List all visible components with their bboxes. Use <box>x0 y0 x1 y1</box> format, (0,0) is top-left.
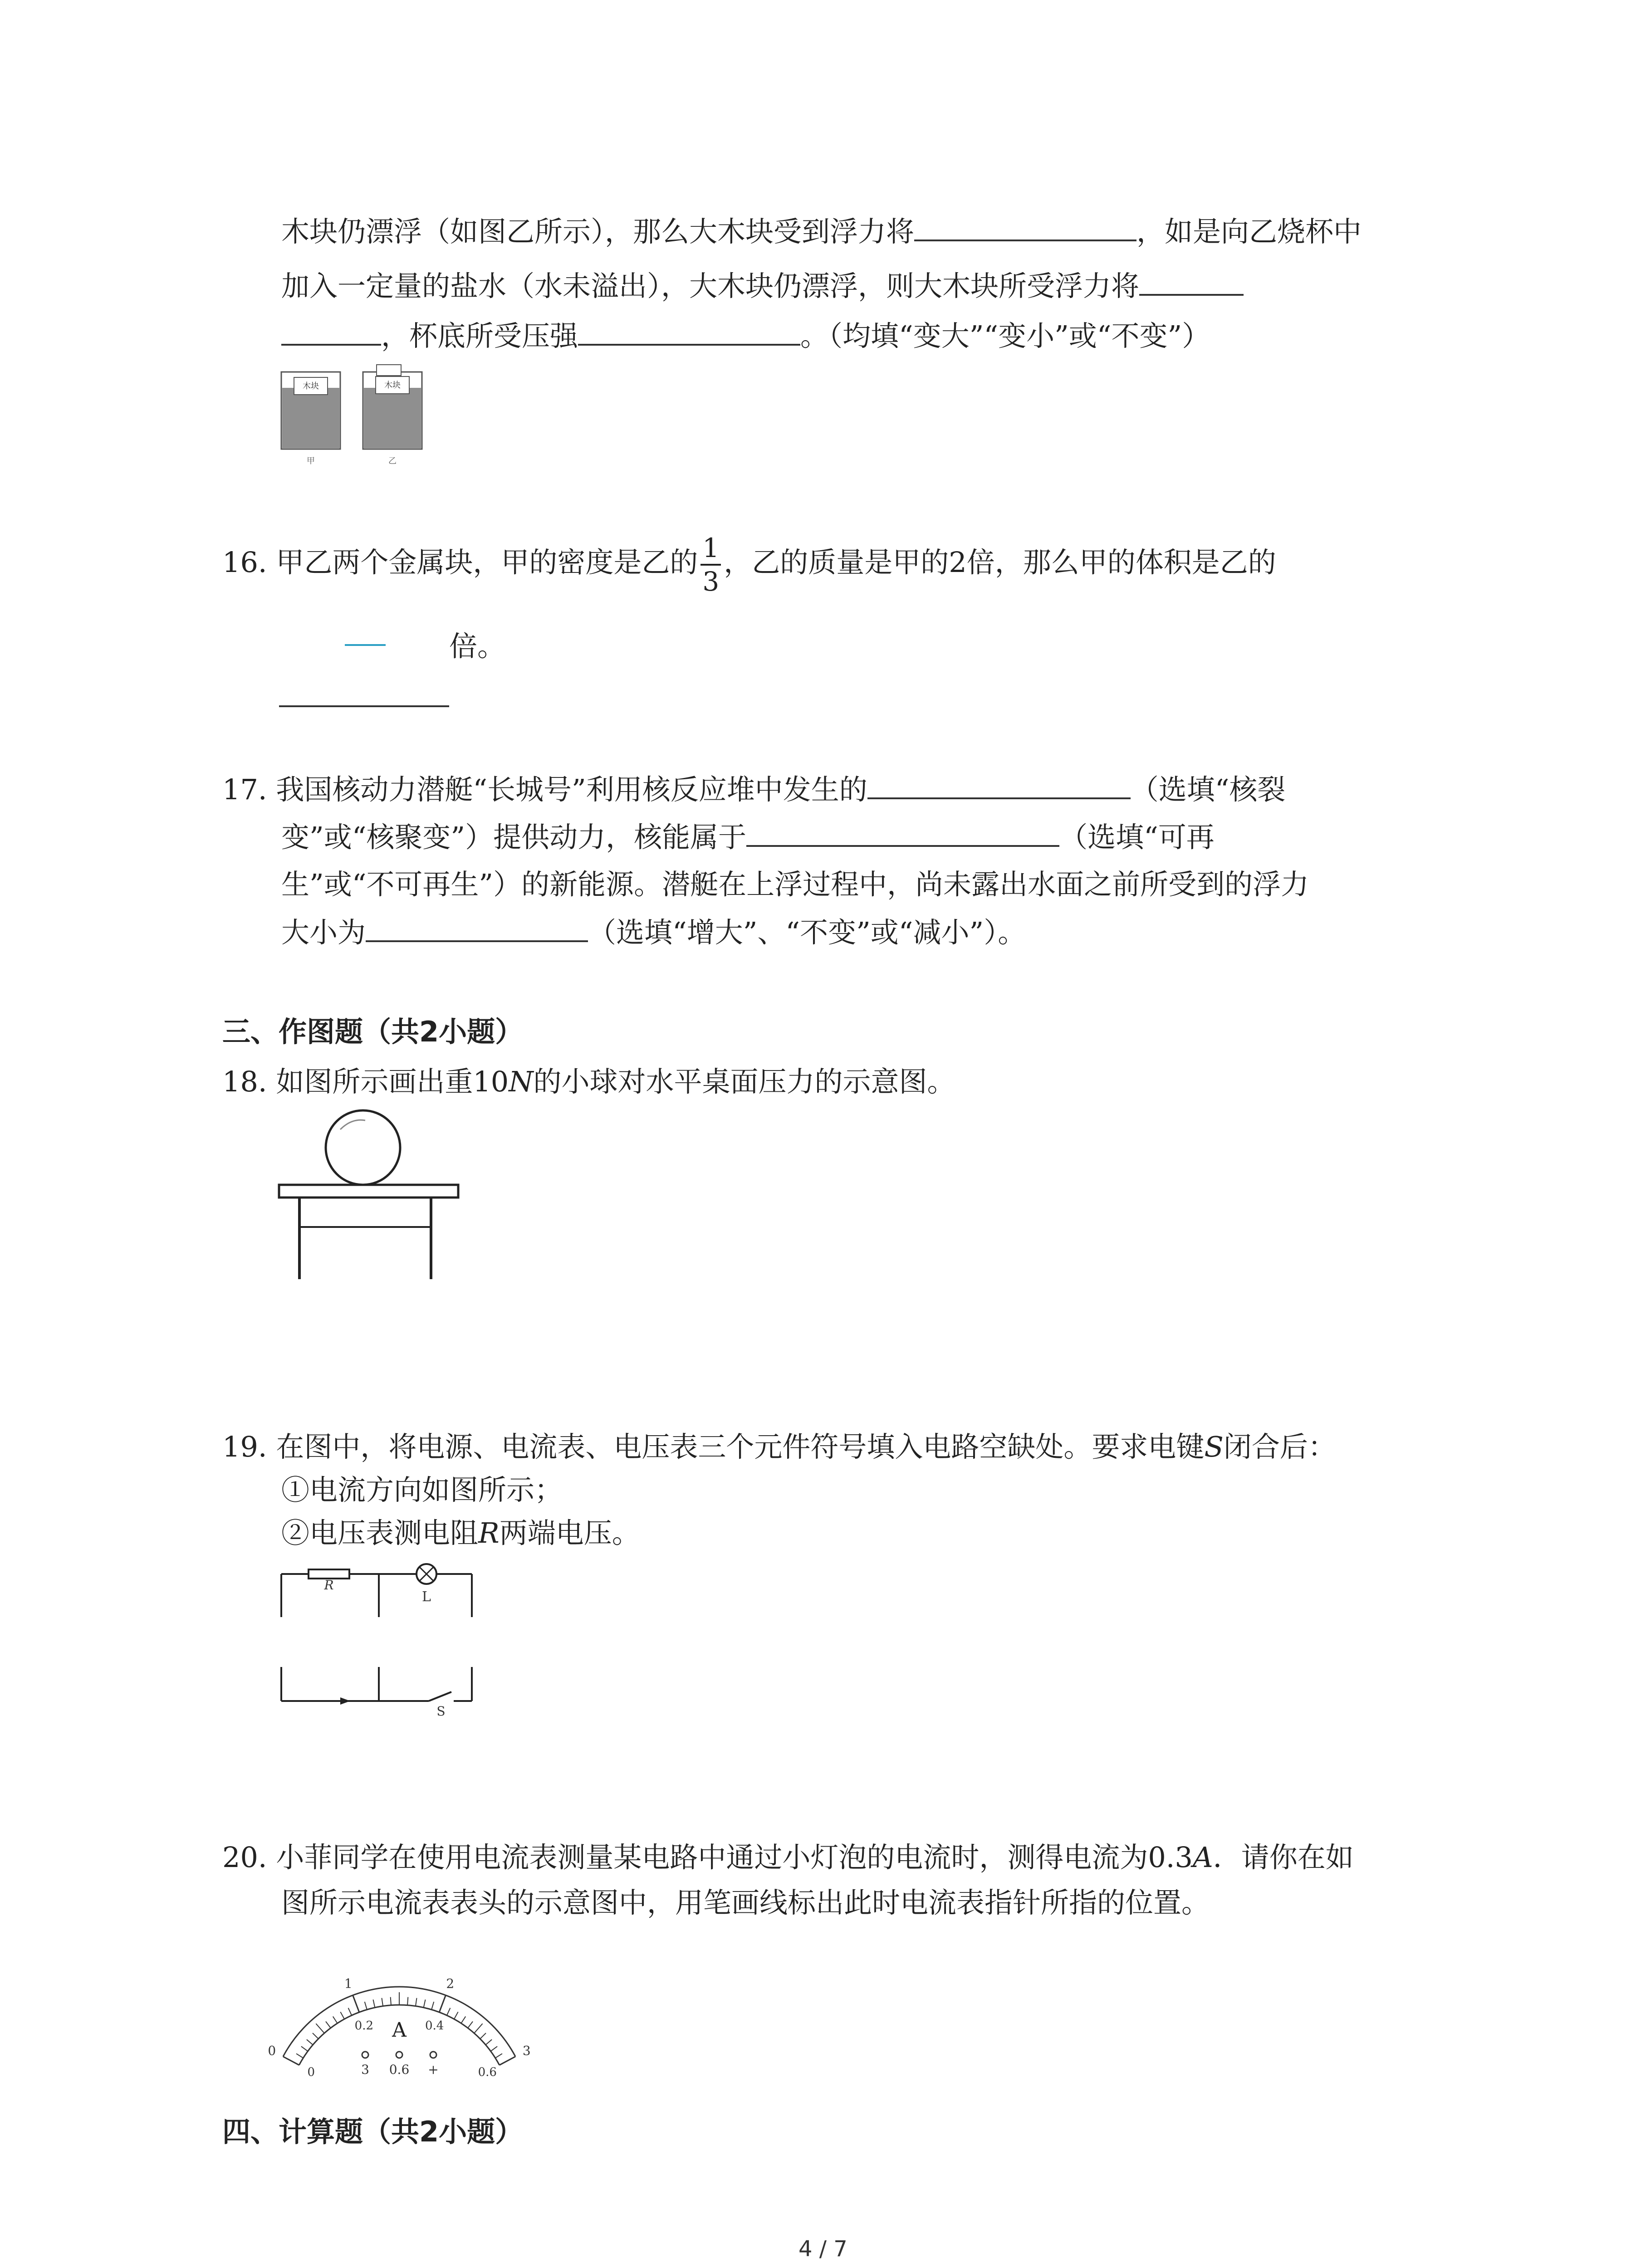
q20-line2: 图所示电流表表头的示意图中，用笔画线标出此时电流表指针所指的位置。 <box>281 1886 1210 1919</box>
q17-line2: 变”或“核聚变”）提供动力，核能属于 （选填“可再 <box>281 819 1215 855</box>
ammeter-tick <box>461 2016 465 2023</box>
ammeter-tick <box>500 2057 515 2065</box>
ammeter-tick <box>307 2039 313 2045</box>
ammeter-tick <box>301 2046 308 2051</box>
beaker-yi <box>363 365 422 466</box>
q17-line3: 生”或“不可再生”）的新能源。潜艇在上浮过程中，尚未露出水面之前所受到的浮力 <box>281 868 1309 901</box>
ammeter-tick <box>326 2022 331 2028</box>
q19-line2: ①电流方向如图所示； <box>281 1473 563 1506</box>
ammeter-tick <box>424 1999 426 2008</box>
ammeter-tick <box>485 2039 492 2045</box>
ammeter-tick <box>333 2016 338 2023</box>
ammeter-tick <box>416 1998 417 2006</box>
svg-text:0.6: 0.6 <box>389 2062 410 2077</box>
ball <box>326 1110 400 1185</box>
ammeter-tick <box>283 2057 299 2065</box>
ammeter-outer-label: 1 <box>344 1976 353 1991</box>
ammeter-tick <box>474 2024 482 2033</box>
q16-answer-dash <box>345 644 386 646</box>
svg-text:A: A <box>392 2019 407 2042</box>
ammeter-tick <box>431 2002 434 2009</box>
q15-beaker-figure <box>277 363 440 476</box>
q16-fraction: $\frac{1}{3}$ <box>700 535 721 595</box>
q20-number: 20. <box>222 1841 267 1874</box>
ammeter-tick <box>353 1995 359 2012</box>
q20-line1: 20. 小菲同学在使用电流表测量某电路中通过小灯泡的电流时，测得电流为0.3A．请你在如 <box>222 1841 1354 1874</box>
q18-ball-table-figure <box>272 1111 463 1284</box>
ammeter-outer-label: 2 <box>446 1976 455 1991</box>
q15-blank-1[interactable] <box>914 213 1136 241</box>
q17-blank-3[interactable] <box>366 914 588 942</box>
q15-blank-2[interactable] <box>1139 268 1244 296</box>
q15-blank-2-cont[interactable] <box>281 318 381 346</box>
svg-text:木块: 木块 <box>384 381 401 390</box>
svg-text:3: 3 <box>361 2062 369 2077</box>
ammeter-tick <box>316 2024 324 2033</box>
q17-line4: 大小为 （选填“增大”、“不变”或“减小”）。 <box>281 914 1026 951</box>
ammeter-tick <box>454 2012 458 2019</box>
ammeter-terminals <box>361 2052 439 2077</box>
q19-number: 19. <box>222 1430 267 1463</box>
svg-text:+: + <box>428 2062 439 2077</box>
ammeter-tick <box>468 2022 473 2028</box>
ammeter-tick <box>439 1995 446 2012</box>
section4-title: 四、计算题（共2小题） <box>222 2115 524 2148</box>
q19-line1: 19. 在图中，将电源、电流表、电压表三个元件符号填入电路空缺处。要求电键S闭合后： <box>222 1430 1336 1463</box>
q16-number: 16. <box>222 546 267 579</box>
ammeter-outer-label: 0 <box>268 2043 276 2058</box>
ammeter-tick <box>373 1999 375 2008</box>
ammeter-inner-label: 0.6 <box>478 2065 497 2079</box>
svg-text:R: R <box>324 1578 334 1593</box>
ammeter-outer-label: 3 <box>522 2043 531 2058</box>
ammeter-tick <box>491 2046 498 2051</box>
q19-line3: ②电压表测电阻R两端电压。 <box>281 1516 640 1549</box>
q15-line3: ，杯底所受压强 。（均填“变大”“变小”或“不变”） <box>281 318 1210 354</box>
q17-line1: 17. 我国核动力潜艇“长城号”利用核反应堆中发生的 （选填“核裂 <box>222 771 1285 808</box>
lamp-l <box>416 1564 436 1584</box>
q20-ammeter-figure[interactable] <box>268 1928 531 2091</box>
ammeter-inner-label: 0 <box>307 2065 315 2079</box>
q18-number: 18. <box>222 1065 267 1098</box>
q16-answer-suffix: 倍。 <box>449 630 506 663</box>
q15-blank-3[interactable] <box>578 318 800 346</box>
q19-circuit-figure <box>272 1556 481 1719</box>
ammeter-inner-label: 0.2 <box>354 2019 374 2033</box>
beaker-jia <box>281 372 340 466</box>
ammeter-tick <box>480 2033 486 2039</box>
q17-blank-1[interactable] <box>867 771 1131 799</box>
resistor-r <box>309 1569 349 1579</box>
q18-line1: 18. 如图所示画出重10N的小球对水平桌面压力的示意图。 <box>222 1065 955 1098</box>
svg-text:L: L <box>422 1589 431 1605</box>
q16-answer-blank[interactable] <box>279 705 449 707</box>
ammeter-tick <box>340 2012 344 2019</box>
current-direction-arrow <box>340 1697 350 1705</box>
ammeter-inner-label: 0.4 <box>425 2019 444 2033</box>
ammeter-tick <box>382 1998 383 2006</box>
ammeter-tick <box>495 2053 502 2058</box>
table-top <box>279 1185 458 1198</box>
section3-title: 三、作图题（共2小题） <box>222 1015 524 1048</box>
ammeter-tick <box>447 2008 451 2015</box>
q16-line1: 16. 甲乙两个金属块，甲的密度是乙的 $\frac{1}{3}$ ，乙的质量是甲的2倍，那么甲的体积是乙的 <box>222 532 1276 597</box>
svg-text:S: S <box>436 1704 446 1719</box>
q17-number: 17. <box>222 773 267 806</box>
ammeter-tick <box>348 2008 352 2015</box>
ammeter-tick <box>365 2002 367 2009</box>
q15-line1: 木块仍漂浮（如图乙所示），那么大木块受到浮力将 ，如是向乙烧杯中 <box>281 213 1362 250</box>
q17-blank-2[interactable] <box>746 819 1059 847</box>
ammeter-tick <box>313 2033 318 2039</box>
svg-text:乙: 乙 <box>388 456 397 466</box>
page-number: 4 / 7 <box>798 2236 847 2262</box>
ammeter-tick <box>296 2053 303 2058</box>
svg-text:甲: 甲 <box>307 456 315 466</box>
svg-text:木块: 木块 <box>303 381 319 391</box>
q15-line2: 加入一定量的盐水（水未溢出），大木块仍漂浮，则大木块所受浮力将 <box>281 268 1244 304</box>
ammeter-tick <box>407 1997 408 2005</box>
